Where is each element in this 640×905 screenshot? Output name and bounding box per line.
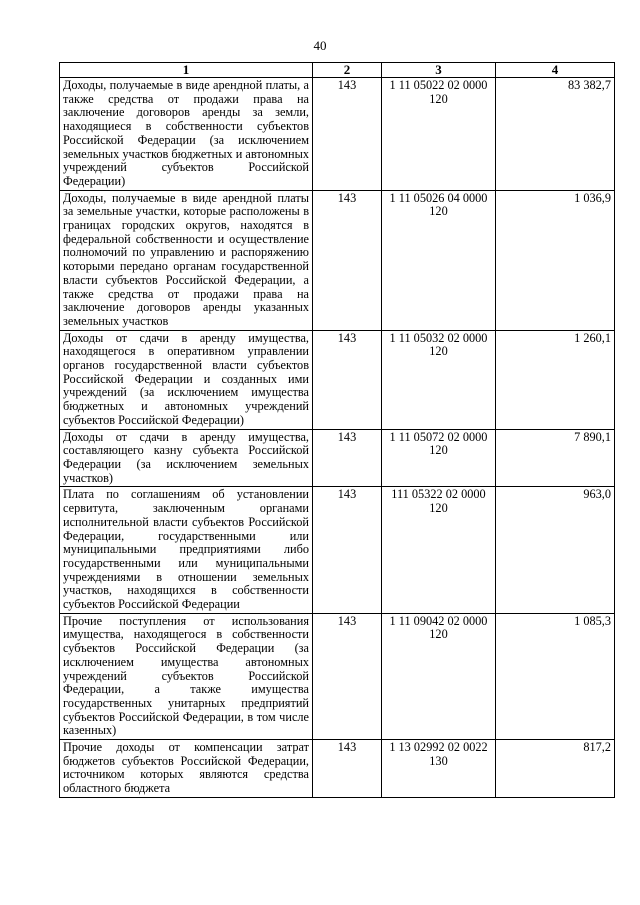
revenue-table: [59, 62, 615, 798]
table-row: [60, 330, 615, 429]
header-col-4: 4: [496, 63, 615, 78]
row-amount: 7 890,1: [496, 429, 615, 487]
row-description: Плата по соглашениям об установлении сервитута, заключенным органами исполнительной власти субъектов Российской Федерации, государственными или муниципальными предприятиями либо государственными или муниципальными учреждениями в отношении земельных участков, находящихся в собственности субъектов Российской Федерации: [60, 487, 313, 613]
row-admin-code: 143: [313, 429, 382, 487]
row-amount: 1 085,3: [496, 613, 615, 739]
row-budget-code: 111 05322 02 0000 120: [382, 487, 496, 613]
row-admin-code: 143: [313, 613, 382, 739]
row-budget-code: 1 11 05026 04 0000 120: [382, 190, 496, 330]
row-amount: 963,0: [496, 487, 615, 613]
row-description: Прочие поступления от использования имущества, находящегося в собственности субъектов Российской Федерации (за исключением имущества автономных учреждений субъектов Российской Федерации, а также имущества государственных унитарных предприятий субъектов Российской Федерации, в том числе казенных): [60, 613, 313, 739]
row-description: Доходы, получаемые в виде арендной платы за земельные участки, которые расположены в границах городских округов, находятся в федеральной собственности и осуществление полномочий по управлению и распоряжению которыми передано органам государственной власти субъектов Российской Федерации, а также средства от продажи права на заключение договоров аренды указанных земельных участков: [60, 190, 313, 330]
table-row: [60, 78, 615, 191]
header-col-2: 2: [313, 63, 382, 78]
table-row: [60, 190, 615, 330]
table-row: [60, 740, 615, 798]
row-budget-code: 1 11 05032 02 0000 120: [382, 330, 496, 429]
row-budget-code: 1 11 05072 02 0000 120: [382, 429, 496, 487]
row-admin-code: 143: [313, 330, 382, 429]
row-admin-code: 143: [313, 78, 382, 191]
row-admin-code: 143: [313, 190, 382, 330]
row-budget-code: 1 11 09042 02 0000 120: [382, 613, 496, 739]
row-description: Доходы от сдачи в аренду имущества, составляющего казну субъекта Российской Федерации (за исключением земельных участков): [60, 429, 313, 487]
header-col-1: 1: [60, 63, 313, 78]
row-amount: 1 260,1: [496, 330, 615, 429]
row-amount: 83 382,7: [496, 78, 615, 191]
row-description: Доходы, получаемые в виде арендной платы, а также средства от продажи права на заключение договоров аренды за земли, находящиеся в собственности субъектов Российской Федерации (за исключением земельных участков бюджетных и автономных учреждений субъектов Российской Федерации): [60, 78, 313, 191]
row-amount: 1 036,9: [496, 190, 615, 330]
row-budget-code: 1 11 05022 02 0000 120: [382, 78, 496, 191]
row-admin-code: 143: [313, 487, 382, 613]
row-description: Доходы от сдачи в аренду имущества, находящегося в оперативном управлении органов государственной власти субъектов Российской Федерации и созданных ими учреждений (за исключением имущества бюджетных и автономных учреждений субъектов Российской Федерации): [60, 330, 313, 429]
table-row: [60, 487, 615, 613]
table-row: [60, 429, 615, 487]
row-amount: 817,2: [496, 740, 615, 798]
row-admin-code: 143: [313, 740, 382, 798]
table-header-row: [60, 63, 615, 78]
table-row: [60, 613, 615, 739]
page-number: 40: [313, 38, 327, 53]
header-col-3: 3: [382, 63, 496, 78]
row-budget-code: 1 13 02992 02 0022 130: [382, 740, 496, 798]
row-description: Прочие доходы от компенсации затрат бюджетов субъектов Российской Федерации, источником которых являются средства областного бюджета: [60, 740, 313, 798]
